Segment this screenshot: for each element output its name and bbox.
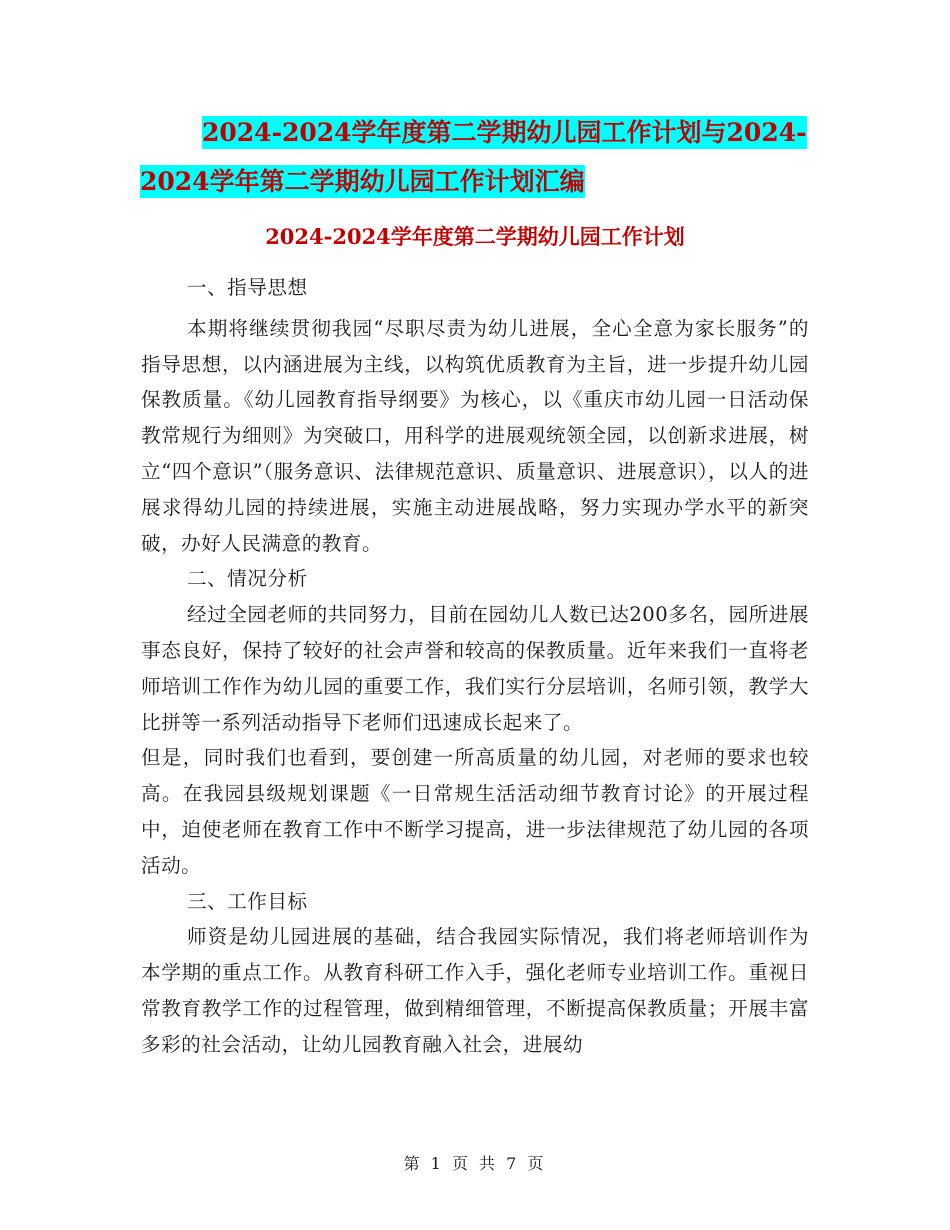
heading-situation-analysis: 二、情况分析 [187,567,308,591]
page-footer: 第 1 页 共 7 页 [403,1154,547,1173]
paragraph-situation-analysis: 经过全园老师的共同努力，目前在园幼儿人数已达200多名，园所进展事态良好，保持了较好的社会声誉和较高的保教质量。近年来我们一直将老师培训工作作为幼儿园的重要工作，我们实行分层培训，名师引领，教学大比拼等一系列活动指导下老师们迅速成长起来了。 [141,603,809,734]
paragraph-guiding-ideology: 本期将继续贯彻我园“尽职尽责为幼儿进展，全心全意为家长服务”的指导思想，以内涵进展为主线，以构筑优质教育为主旨，进一步提升幼儿园保教质量。《幼儿园教育指导纲要》为核心，以《重庆市幼儿园一日活动保教常规行为细则》为突破口，用科学的进展观统领全园，以创新求进展，树立“四个意识”（服务意识、法律规范意识、质量意识、进展意识），以人的进展求得幼儿园的持续进展，实施主动进展战略，努力实现办学水平的新突破，办好人民满意的教育。 [141,316,809,555]
document-title-line-1 [140,108,840,157]
document-title [140,108,840,206]
heading-guiding-ideology: 一、指导思想 [187,276,308,299]
title-highlight: 2024学年第二学期幼儿园工作计划汇编 [140,167,585,196]
section-title: 2024-2024学年度第二学期幼儿园工作计划 [265,224,685,249]
paragraph-situation-analysis-continued: 但是，同时我们也看到，要创建一所高质量的幼儿园，对老师的要求也较高。在我园县级规划课题《一日常规生活活动细节教育讨论》的开展过程中，迫使老师在教育工作中不断学习提高，进一步法律规范了幼儿园的各项活动。 [141,746,809,877]
document-title-line-2 [140,157,840,206]
document-body [141,270,809,1063]
paragraph-work-goals: 师资是幼儿园进展的基础，结合我园实际情况，我们将老师培训作为本学期的重点工作。从教育科研工作入手，强化老师专业培训工作。重视日常教育教学工作的过程管理，做到精细管理，不断提高保教质量；开展丰富多彩的社会活动，让幼儿园教育融入社会，进展幼 [141,925,809,1056]
heading-work-goals: 三、工作目标 [187,889,308,913]
title-highlight: 2024-2024学年度第二学期幼儿园工作计划与2024- [202,118,807,147]
